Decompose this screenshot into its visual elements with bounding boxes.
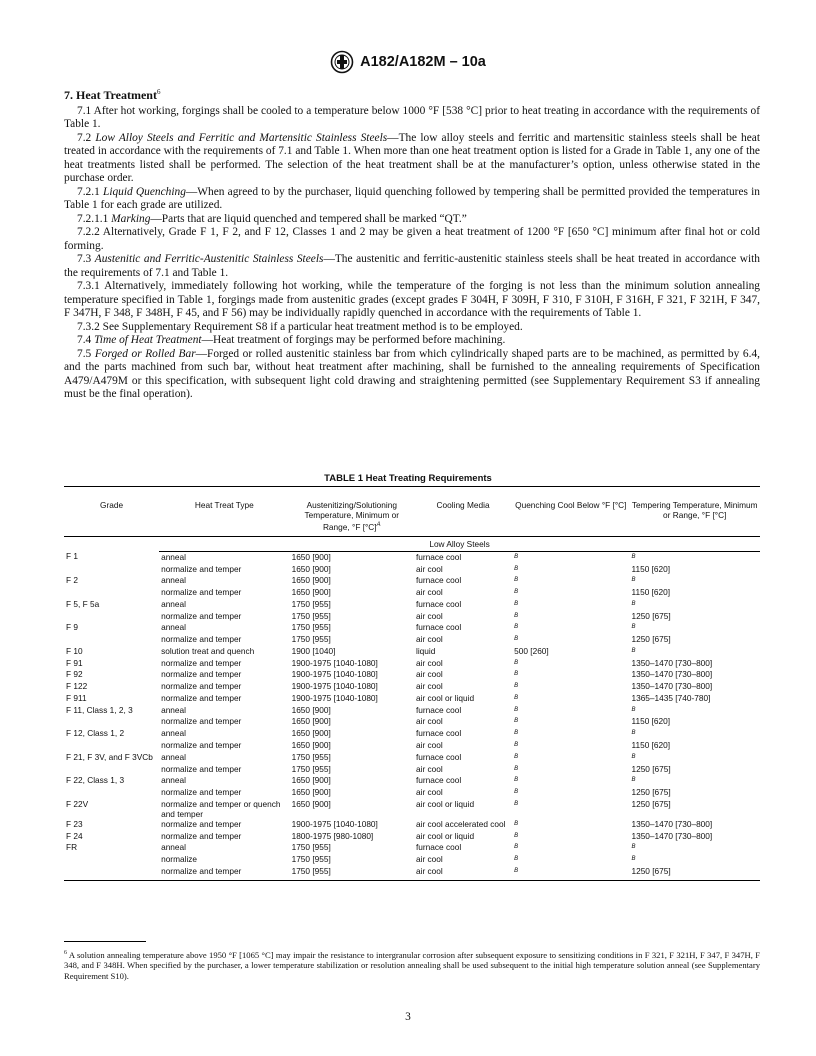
table-row — [64, 819, 760, 831]
table-cell: B — [514, 624, 519, 631]
paragraph: 7.5 Forged or Rolled Bar—Forged or rolled austenitic stainless bar from which cylindrically shaped parts are to be machined, as permitted by 6.4, and the parts machined from such bar, without heat treatment after machining, shall be furnished to the annealing requirements of Specification A479/A479M or this specification, with subsequent light cold drawing and straightening permitted (see Supplementary Requirement S3 if annealing must be the final operation). — [64, 347, 760, 400]
table-cell: 1750 [955] — [290, 866, 414, 880]
section-body — [64, 86, 760, 402]
table-row — [64, 551, 760, 563]
page-header — [0, 50, 816, 74]
table-row — [64, 705, 760, 717]
table-cell: B — [631, 753, 636, 760]
table-cell: 1350–1470 [730–800] — [631, 669, 713, 680]
table-cell — [64, 611, 159, 623]
table-cell: B — [514, 683, 519, 690]
table-cell: normalize and temper — [161, 657, 242, 668]
table-cell: 1900 [1040] — [291, 645, 336, 656]
table-row — [64, 787, 760, 799]
table-cell: F 10 — [66, 645, 83, 656]
table-cell: F 9 — [66, 622, 78, 633]
table-cell: 1750 [955] — [291, 610, 331, 621]
table-cell: air cool — [416, 587, 443, 598]
table-cell: B — [631, 600, 636, 607]
table-cell: 1750 [955] — [291, 751, 331, 762]
table-row — [64, 634, 760, 646]
table-cell: B — [514, 832, 519, 839]
table-cell: B — [631, 624, 636, 631]
table-cell: furnace cool — [416, 751, 462, 762]
table-row — [64, 842, 760, 854]
table-cell: normalize and temper — [161, 740, 242, 751]
table-cell: air cool — [416, 657, 443, 668]
table-row — [64, 646, 760, 658]
table-cell: F 23 — [66, 818, 83, 829]
table-cell: air cool — [416, 563, 443, 574]
table-cell: B — [631, 706, 636, 713]
table-cell: 1900-1975 [1040-1080] — [291, 818, 378, 829]
group-label: Low Alloy Steels — [159, 536, 760, 551]
table-cell: 1650 [900] — [291, 798, 331, 809]
table-row — [64, 752, 760, 764]
table-cell: furnace cool — [416, 622, 462, 633]
table-cell: normalize and temper — [159, 866, 290, 880]
table-cell: normalize and temper — [161, 681, 242, 692]
table-cell: air cool — [416, 716, 443, 727]
table-cell: B — [514, 612, 519, 619]
column-header: Grade — [64, 487, 159, 537]
table-cell: liquid — [416, 645, 436, 656]
table-cell: B — [631, 730, 636, 737]
table-cell: F 2 — [66, 575, 78, 586]
table-cell: anneal — [161, 575, 186, 586]
table-cell: 1750 [955] — [291, 842, 331, 853]
table-cell: F 1 — [66, 551, 78, 562]
paragraph: 7.2 Low Alloy Steels and Ferritic and Martensitic Stainless Steels—The low alloy steels and ferritic and martensitic stainless steels shall be heat treated in accordance with the requirements of 7.1 and Table 1. When more than one heat treatment option is listed for a Grade in Table 1, any one of the heat treatments listed shall be performed. The selection of the heat treatment shall be at the manufacturer’s option, unless otherwise stated in the purchase order. — [64, 131, 760, 184]
table-cell — [64, 716, 159, 728]
table-cell: 500 [260] — [514, 645, 549, 656]
table-cell: 1650 [900] — [291, 575, 331, 586]
table-row — [64, 599, 760, 611]
table-row — [64, 728, 760, 740]
table-cell: 1250 [675] — [631, 798, 671, 809]
table-cell: 1250 [675] — [631, 610, 671, 621]
table-cell: B — [514, 706, 519, 713]
table-cell: air cool or liquid — [416, 692, 475, 703]
column-header: Heat Treat Type — [159, 487, 290, 537]
table-cell: normalize — [161, 854, 198, 865]
paragraph: 7.2.1 Liquid Quenching—When agreed to by the purchaser, liquid quenching followed by tempering shall be permitted provided the temperatures in Table 1 for each grade are utilized. — [64, 185, 760, 211]
table-cell — [64, 854, 159, 866]
table-cell: 1350–1470 [730–800] — [631, 830, 713, 841]
table-cell: B — [514, 671, 519, 678]
table-cell: 1750 [955] — [291, 763, 331, 774]
table-row — [64, 799, 760, 819]
table-cell: furnace cool — [416, 775, 462, 786]
table-cell: anneal — [161, 775, 186, 786]
table-row — [64, 658, 760, 670]
table-cell: F 5, F 5a — [66, 598, 100, 609]
table-cell: F 22V — [66, 798, 89, 809]
table-row — [64, 716, 760, 728]
table-row — [64, 775, 760, 787]
table-cell: B — [631, 777, 636, 784]
table-cell: normalize and temper — [161, 763, 242, 774]
table-cell: 1150 [620] — [631, 563, 671, 574]
table-cell: B — [512, 866, 629, 880]
table-cell: B — [514, 659, 519, 666]
table-row — [64, 740, 760, 752]
table-cell: 1900-1975 [1040-1080] — [291, 669, 378, 680]
table-cell: F 92 — [66, 669, 83, 680]
table-cell: furnace cool — [416, 842, 462, 853]
table-cell: air cool — [416, 763, 443, 774]
table-cell: normalize and temper — [161, 692, 242, 703]
table-cell: air cool — [416, 787, 443, 798]
table-cell: 1650 [900] — [291, 563, 331, 574]
column-header: Tempering Temperature, Minimum or Range, °F [°C] — [629, 487, 760, 537]
table-cell: 1250 [675] — [631, 634, 671, 645]
section-title: 7. Heat Treatment$^6$ — [64, 88, 161, 102]
table-cell: F 21, F 3V, and F 3VCb — [66, 751, 153, 762]
table-cell: B — [631, 553, 636, 560]
table-header-row — [64, 487, 760, 537]
table-cell: F 11, Class 1, 2, 3 — [66, 704, 133, 715]
table-row — [64, 669, 760, 681]
table-cell: B — [514, 844, 519, 851]
table-cell — [64, 764, 159, 776]
table-cell: 1750 [955] — [291, 622, 331, 633]
table-cell: B — [514, 765, 519, 772]
table-cell: furnace cool — [416, 728, 462, 739]
table-cell: 1150 [620] — [631, 740, 671, 751]
table-cell: B — [631, 647, 636, 654]
group-row — [64, 536, 760, 551]
table-cell: normalize and temper — [161, 634, 242, 645]
table-cell: 1650 [900] — [291, 551, 331, 562]
page-number: 3 — [405, 1011, 411, 1023]
table-cell — [64, 634, 159, 646]
table-cell: 1900-1975 [1040-1080] — [291, 692, 378, 703]
table-cell: anneal — [161, 842, 186, 853]
table-cell: 1900-1975 [1040-1080] — [291, 657, 378, 668]
table-cell: B — [514, 694, 519, 701]
footnote-rule — [64, 941, 146, 942]
table-cell: furnace cool — [416, 598, 462, 609]
table-cell: F 122 — [66, 681, 88, 692]
table-cell: anneal — [161, 622, 186, 633]
column-header: Cooling Media — [414, 487, 512, 537]
table-cell: air cool — [416, 610, 443, 621]
table-cell: anneal — [161, 751, 186, 762]
table-cell: F 91 — [66, 657, 83, 668]
table-cell: B — [514, 553, 519, 560]
table-cell: 1350–1470 [730–800] — [631, 818, 713, 829]
table-cell: 1650 [900] — [291, 728, 331, 739]
table-cell: solution treat and quench — [161, 645, 255, 656]
heat-treating-table — [64, 486, 760, 881]
table-cell — [64, 740, 159, 752]
table-cell: F 24 — [66, 830, 83, 841]
table-cell: air cool accelerated cool — [416, 818, 506, 829]
table-row — [64, 866, 760, 880]
table-cell: B — [514, 789, 519, 796]
table-cell: air cool — [416, 634, 443, 645]
table-cell: B — [514, 742, 519, 749]
table-cell: anneal — [161, 598, 186, 609]
table-row — [64, 622, 760, 634]
table-cell — [64, 866, 159, 880]
column-header: Quenching Cool Below °F [°C] — [512, 487, 629, 537]
table-cell: B — [514, 777, 519, 784]
table-cell: 1150 [620] — [631, 587, 671, 598]
table-cell: B — [631, 844, 636, 851]
table-cell: normalize and temper — [161, 563, 242, 574]
table-cell: anneal — [161, 704, 186, 715]
paragraph: 7.4 Time of Heat Treatment—Heat treatment of forgings may be performed before machining. — [77, 334, 506, 346]
table-title: TABLE 1 Heat Treating Requirements — [324, 473, 492, 484]
table-row — [64, 611, 760, 623]
table-body — [64, 536, 760, 880]
table-cell: air cool — [416, 740, 443, 751]
table-cell: B — [514, 753, 519, 760]
table-cell: B — [514, 600, 519, 607]
table-cell: F 911 — [66, 692, 87, 703]
table-cell: 1250 [675] — [631, 787, 671, 798]
standard-designation: A182/A182M – 10a — [360, 54, 486, 70]
table-cell: normalize and temper — [161, 716, 242, 727]
table-cell: 1650 [900] — [291, 740, 331, 751]
table-row — [64, 764, 760, 776]
table-cell: 1250 [675] — [629, 866, 760, 880]
table-cell: 1650 [900] — [291, 704, 331, 715]
column-header: Austenitizing/Solutioning Temperature, Minimum or Range, °F $[^\circ C]^A$ — [290, 487, 414, 537]
table-row — [64, 681, 760, 693]
paragraph: 7.2.2 Alternatively, Grade F 1, F 2, and F 12, Classes 1 and 2 may be given a heat treatment of 1200 °F [650 °C] minimum after final hot or cold forming. — [64, 226, 760, 252]
table-cell: 1650 [900] — [291, 787, 331, 798]
table-cell: normalize and temper — [161, 787, 242, 798]
table-cell: B — [631, 856, 636, 863]
table-cell: normalize and temper — [161, 669, 242, 680]
paragraph: 7.3 Austenitic and Ferritic-Austenitic Stainless Steels—The austenitic and ferritic-austenitic stainless steels shall be heat treated in accordance with the requirements of 7.1 and Table 1. — [64, 253, 760, 279]
table-cell: F 12, Class 1, 2 — [66, 728, 125, 739]
table-row — [64, 564, 760, 576]
paragraph: 7.3.2 See Supplementary Requirement S8 if a particular heat treatment method is to be employed. — [77, 320, 523, 333]
table-cell — [64, 564, 159, 576]
table-cell: normalize and temper — [161, 610, 242, 621]
table-cell: B — [514, 730, 519, 737]
table-row — [64, 587, 760, 599]
table-cell: B — [514, 636, 519, 643]
table-cell: 1350–1470 [730–800] — [631, 681, 713, 692]
table-cell: B — [514, 856, 519, 863]
table-cell: FR — [66, 842, 78, 853]
table-cell: anneal — [161, 728, 186, 739]
table-cell: B — [514, 718, 519, 725]
footnote: $^6$ A solution annealing temperature above 1950 °F [1065 °C] may impair the resistance to intergranular corrosion after subsequent exposure to sensitizing conditions in F 321, F 321H, F 347, F 347H, F 348, and F 348H. When specified by the purchaser, a lower temperature stabilization or resolution annealing shall be used subsequent to the initial high temperature solution anneal (see Supplementary Requirement S10). — [64, 949, 760, 981]
table-cell: air cool or liquid — [416, 798, 475, 809]
paragraph: 7.1 After hot working, forgings shall be cooled to a temperature below 1000 °F [538 °C] prior to heat treating in accordance with the requirements of Table 1. — [64, 104, 760, 130]
table-cell: B — [631, 577, 636, 584]
table-cell: normalize and temper — [161, 830, 242, 841]
table-cell: normalize and temper or quench and temper — [161, 798, 281, 819]
table-cell: 1650 [900] — [291, 587, 331, 598]
table-cell: 1350–1470 [730–800] — [631, 657, 713, 668]
table-row — [64, 575, 760, 587]
table-cell: air cool — [416, 854, 443, 865]
table-row — [64, 854, 760, 866]
table-cell: 1750 [955] — [291, 854, 331, 865]
table-cell: furnace cool — [416, 704, 462, 715]
table-cell: 1750 [955] — [291, 598, 331, 609]
table-cell: normalize and temper — [161, 587, 242, 598]
table-cell — [64, 787, 159, 799]
table-cell: anneal — [161, 551, 186, 562]
table-cell: 1650 [900] — [291, 775, 331, 786]
table-cell — [64, 587, 159, 599]
table-cell: B — [514, 577, 519, 584]
paragraphs — [64, 105, 760, 402]
table-cell: normalize and temper — [161, 818, 242, 829]
table-cell: 1365–1435 [740-780] — [631, 692, 711, 703]
table-cell: B — [514, 589, 519, 596]
table-cell: 1250 [675] — [631, 763, 671, 774]
paragraph: 7.2.1.1 Marking—Parts that are liquid quenched and tempered shall be marked “QT.” — [77, 212, 467, 225]
table-cell: air cool — [416, 669, 443, 680]
table-cell: air cool — [414, 866, 512, 880]
table-row — [64, 831, 760, 843]
table-cell: B — [514, 800, 519, 807]
table-cell: F 22, Class 1, 3 — [66, 775, 125, 786]
table-cell: 1750 [955] — [291, 634, 331, 645]
astm-logo-icon — [330, 50, 354, 74]
table-cell: B — [514, 820, 519, 827]
table-cell: air cool — [416, 681, 443, 692]
table-cell: furnace cool — [416, 575, 462, 586]
table-cell: 1650 [900] — [291, 716, 331, 727]
table-row — [64, 693, 760, 705]
table-cell: furnace cool — [416, 551, 462, 562]
table-cell: 1900-1975 [1040-1080] — [291, 681, 378, 692]
paragraph: 7.3.1 Alternatively, immediately following hot working, while the temperature of the forging is not less than the minimum solution annealing temperature specified in Table 1, forgings made from austenitic grades (except grades F 304H, F 309H, F 310, F 310H, F 316H, F 321, F 321H, F 347, F 347H, F 348, F 348H, F 45, and F 56) may be individually rapidly quenched in accordance with the requirements of Table 1. — [64, 280, 760, 319]
table-cell: 1150 [620] — [631, 716, 671, 727]
table-cell: 1800-1975 [980-1080] — [291, 830, 374, 841]
table-cell: B — [514, 565, 519, 572]
table-cell: air cool or liquid — [416, 830, 475, 841]
